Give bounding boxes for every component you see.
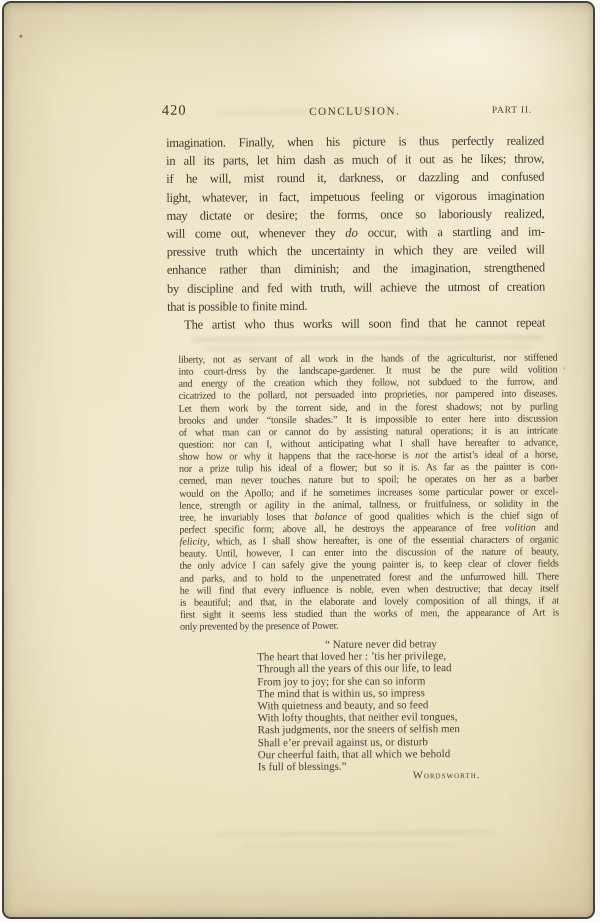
text-line: and parks, and to hold to the unpenetrated forest and the unfurrowed hill. There bbox=[179, 570, 559, 585]
text-line: liberty, not as servant of all work in the hands of the agriculturist, nor stiffened bbox=[178, 352, 558, 366]
text-line: is beautiful; and that, in the elaborate and lovely composition of all things, if at bbox=[179, 595, 559, 609]
text-line: by discipline and fed with truth, will achieve the utmost of creation bbox=[166, 279, 545, 296]
text-line: beauty. Until, however, I can enter into the discussion of the nature of beauty, bbox=[179, 546, 559, 561]
text-line: enhance rather than diminish; and the imagination, strengthened bbox=[166, 260, 545, 278]
poem-quote bbox=[257, 638, 538, 774]
text-line: The heart that loved her : ’tis her privilege, bbox=[257, 650, 447, 664]
text-line: the only advice I can safely give the young painter is, to keep clear of clover fields bbox=[179, 558, 559, 573]
text-line: only prevented by the presence of Power. bbox=[179, 620, 339, 633]
text-line: Let them work by the torrent side, and in the forest shadows; not by purling bbox=[178, 401, 558, 415]
text-line: of what man can or cannot do by assisting natural operations; it is an intricate bbox=[178, 425, 558, 439]
text-line: lence, strength or agility in the animal, tallness, or fruitfulness, or solidity in the bbox=[179, 498, 559, 512]
main-paragraph bbox=[166, 132, 545, 316]
bleed-through-smudge bbox=[217, 108, 385, 115]
text-line: would on the Apollo; and if he sometimes increases some particular power or excel- bbox=[179, 485, 559, 500]
text-line: With lofty thoughts, that neither evil tongues, bbox=[257, 711, 458, 725]
poem-attribution: Wordsworth. bbox=[412, 769, 481, 782]
text-line: The mind that is within us, so impress bbox=[257, 687, 425, 701]
paper-speck bbox=[563, 367, 565, 369]
text-line: Rash judgments, nor the sneers of selfish men bbox=[257, 723, 460, 737]
text-line: cerned, man never touches nature but to spoil; he operates on her as a barber bbox=[179, 473, 559, 488]
bleed-through-smudge bbox=[203, 345, 533, 352]
text-line: tree, he invariably loses that balance of good qualities which is the chief sign of bbox=[179, 510, 559, 524]
footnote-text bbox=[178, 352, 559, 634]
text-line: perfect specific form; above all, he destroys the appearance of free volition and bbox=[179, 522, 559, 536]
text-line: light, whatever, in fact, impetuous feeling or vigorous imagination bbox=[166, 188, 545, 205]
page-content bbox=[1, 1, 596, 919]
text-line: cicatrized to the pollard, not persuaded into proprieties, nor pampered into diseases. bbox=[178, 388, 558, 403]
text-line: From joy to joy; for she can so inform bbox=[257, 674, 426, 688]
text-line: brooks and under “tonsile shades.” It is impossible to enter here into discussion bbox=[178, 413, 558, 427]
text-line: imagination. Finally, when his picture is thus perfectly realized bbox=[165, 133, 545, 150]
running-header-title: CONCLUSION. bbox=[309, 105, 401, 118]
text-line: may dictate or desire; the forms, once so laboriously realized, bbox=[166, 206, 545, 223]
text-line: into court-dress by the landscape-gardener. It must be the pure wild volition bbox=[178, 364, 558, 378]
page-number: 420 bbox=[161, 102, 187, 119]
text-line: show how or why it happens that the race-horse is not the artist’s ideal of a horse, bbox=[178, 449, 558, 463]
text-line: if he will, mist round it, darkness, or dazzling and confused bbox=[166, 169, 545, 187]
main-paragraph-continued bbox=[167, 314, 545, 334]
running-header-part: PART II. bbox=[491, 105, 533, 116]
text-line: question: nor can I, without anticipating what I shall have hereafter to advance, bbox=[178, 437, 558, 451]
text-line: Shall e’er prevail against us, or disturb bbox=[257, 735, 428, 749]
text-line: will come out, whenever they do occur, with a startling and im- bbox=[166, 224, 545, 241]
text-line: and energy of the creation which they follow, not subdued to the furrow, and bbox=[178, 376, 558, 391]
text-line: pressive truth which the uncertainty in which they are veiled will bbox=[166, 242, 545, 259]
text-line: Our cheerful faith, that all which we behold bbox=[257, 747, 451, 761]
text-line: With quietness and beauty, and so feed bbox=[257, 699, 429, 713]
text-line: he will find that every influence is noble, even when destructive; that decay itself bbox=[179, 583, 559, 597]
scanned-book-page bbox=[2, 1, 595, 919]
bleed-through-smudge bbox=[241, 842, 456, 848]
text-line: Is full of blessings.” bbox=[257, 760, 347, 774]
text-line: first sight it seems less studied than the works of men, the appearance of Art is bbox=[179, 607, 559, 621]
text-line: The artist who thus works will soon find that he cannot repeat bbox=[184, 315, 546, 332]
text-line: that is possible to finite mind. bbox=[166, 298, 308, 314]
text-line: nor a prize tulip his ideal of a flower; but so it is. As far as the painter is con- bbox=[179, 461, 559, 476]
text-line: felicity, which, as I shall show hereafter, is one of the essential characters of organic bbox=[179, 534, 559, 548]
bleed-through-smudge bbox=[191, 335, 543, 343]
text-line: “ Nature never did betray bbox=[325, 638, 437, 651]
paper-speck bbox=[19, 35, 22, 38]
text-line: in all its parts, let him dash as much of it out as he likes; throw, bbox=[166, 151, 545, 169]
bleed-through-smudge bbox=[216, 830, 496, 837]
text-line: Through all the years of this our life, to lead bbox=[257, 662, 452, 676]
